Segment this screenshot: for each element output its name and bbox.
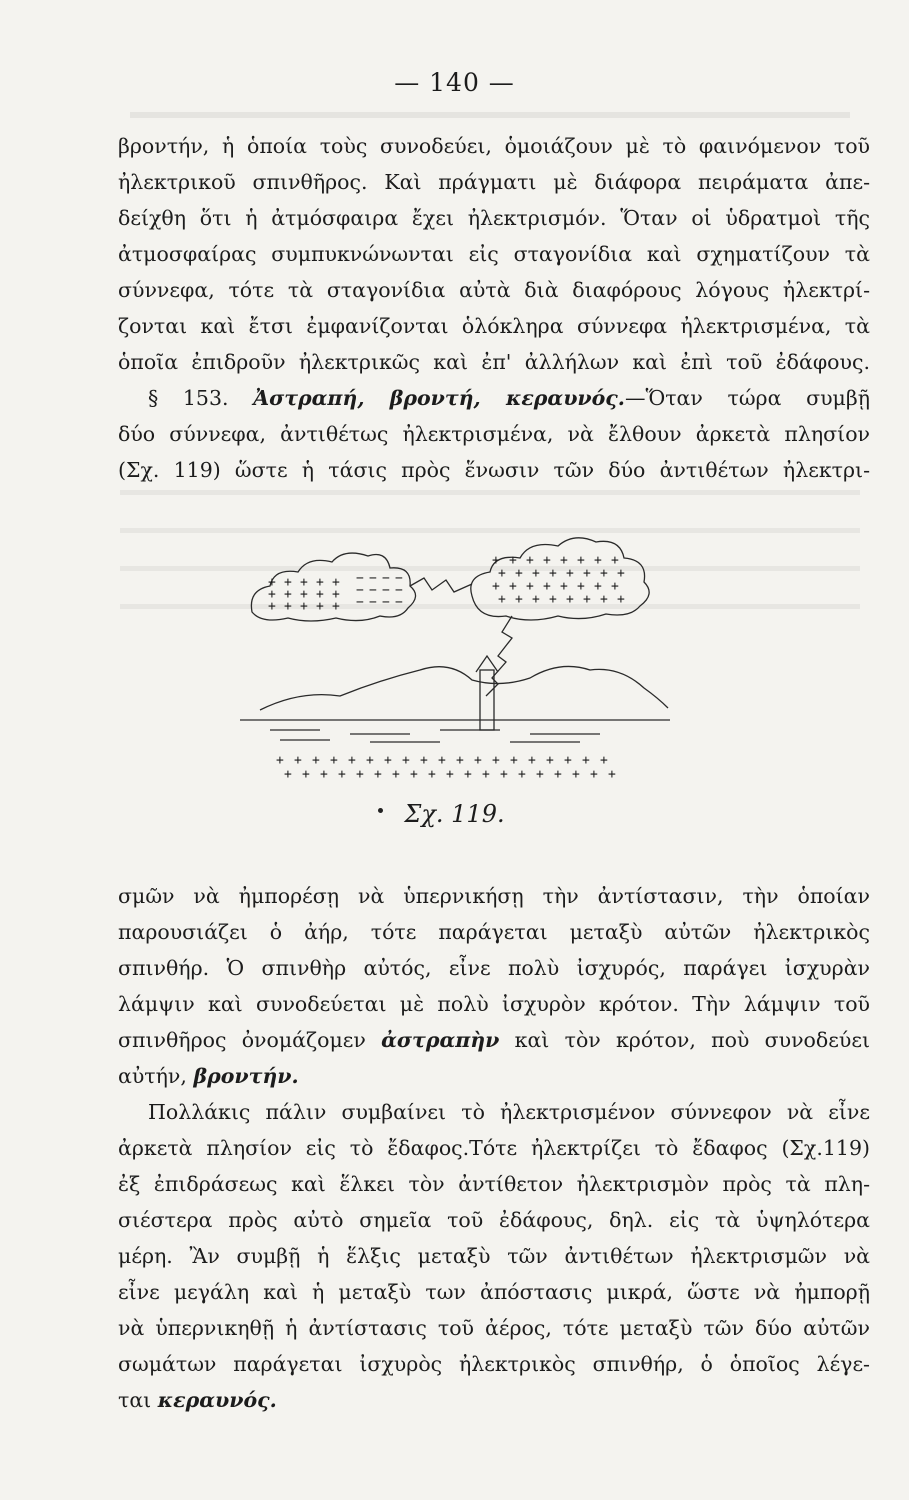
section-number: § 153. — [148, 386, 229, 410]
ground-plus-charge: + — [600, 753, 608, 768]
ground-plus-charge: + — [420, 753, 428, 768]
ground-plus-charge: + — [510, 753, 518, 768]
plus-charge: + — [577, 579, 585, 594]
text-line-astrapi — [118, 1022, 870, 1058]
plus-charge: + — [600, 566, 608, 581]
minus-charge: − — [382, 583, 390, 598]
page-number: — 140 — — [394, 68, 515, 97]
text-line: ἀτμοσφαίρας συμπυκνώνωνται εἰς σταγονίδια καὶ σχηματίζουν τὰ — [118, 242, 870, 266]
plus-charge: + — [543, 579, 551, 594]
plus-charge: + — [492, 553, 500, 568]
figure-119-illustration — [240, 520, 670, 800]
plus-charge: + — [560, 553, 568, 568]
text-line: λάμψιν καὶ συνοδεύεται μὲ πολὺ ἰσχυρὸν κρότον. Τὴν λάμψιν τοῦ — [118, 992, 870, 1016]
plus-charge: + — [300, 587, 308, 602]
text-line: ἠλεκτρικοῦ σπινθῆρος. Καὶ πράγματι μὲ διάφορα πειράματα ἀπε- — [118, 170, 870, 194]
ground-plus-charge: + — [302, 767, 310, 782]
plus-charge: + — [515, 592, 523, 607]
text-line: σωμάτων παράγεται ἰσχυρὸς ἠλεκτρικὸς σπινθήρ, ὁ ὁποῖος λέγε- — [118, 1352, 870, 1376]
text-line-vronti — [118, 1058, 870, 1094]
plus-charge: + — [583, 566, 591, 581]
ground-plus-charge: + — [320, 767, 328, 782]
text-fragment: σπινθῆρος ὀνομάζομεν — [118, 1028, 366, 1052]
plus-charge: + — [543, 553, 551, 568]
ground-plus-charge: + — [528, 753, 536, 768]
text-fragment: καὶ τὸν κρότον, ποὺ συνοδεύει — [514, 1028, 870, 1052]
plus-charge: + — [509, 579, 517, 594]
text-line: παρουσιάζει ὁ ἀήρ, τότε παράγεται μεταξὺ αὐτῶν ἠλεκτρικὸς — [118, 920, 870, 944]
ground-plus-charge: + — [356, 767, 364, 782]
text-fragment: αὐτήν, — [118, 1064, 187, 1088]
plus-charge: + — [316, 599, 324, 614]
text-line: σμῶν νὰ ἠμπορέσῃ νὰ ὑπερνικήσῃ τὴν ἀντίστασιν, τὴν ὁποίαν — [118, 884, 870, 908]
thunderstorm-illustration — [240, 520, 670, 800]
tower — [480, 670, 494, 730]
figure-caption: Σχ. 119. — [404, 800, 505, 828]
plus-charge: + — [268, 587, 276, 602]
plus-charge: + — [532, 592, 540, 607]
ground-plus-charge: + — [392, 767, 400, 782]
ground-plus-charge: + — [402, 753, 410, 768]
plus-charge: + — [284, 599, 292, 614]
minus-charge: − — [369, 571, 377, 586]
plus-charge: + — [284, 587, 292, 602]
plus-charge: + — [316, 575, 324, 590]
plus-charge: + — [332, 575, 340, 590]
ground-plus-charge: + — [608, 767, 616, 782]
ground-plus-charge: + — [492, 753, 500, 768]
text-line: βροντήν, ἡ ὁποία τοὺς συνοδεύει, ὁμοιάζουν μὲ τὸ φαινόμενον τοῦ — [118, 134, 870, 158]
text-line: σιέστερα πρὸς αὐτὸ σημεῖα τοῦ ἐδάφους, δηλ. εἰς τὰ ὑψηλότερα — [118, 1208, 870, 1232]
upper-paragraph — [118, 128, 870, 488]
ground-plus-charge: + — [366, 753, 374, 768]
ground-plus-charge: + — [572, 767, 580, 782]
ground-plus-charge: + — [348, 753, 356, 768]
minus-charge: − — [395, 595, 403, 610]
ground-plus-charge: + — [438, 753, 446, 768]
plus-charge: + — [492, 579, 500, 594]
minus-charge: − — [369, 595, 377, 610]
term-keravnos: κεραυνός. — [157, 1388, 277, 1412]
text-line: δύο σύννεφα, ἀντιθέτως ἠλεκτρισμένα, νὰ ἔλθουν ἀρκετὰ πλησίον — [118, 422, 870, 446]
text-line: (Σχ. 119) ὥστε ἡ τάσις πρὸς ἕνωσιν τῶν δύο ἀντιθέτων ἠλεκτρι- — [118, 458, 870, 482]
plus-charge: + — [617, 566, 625, 581]
plus-charge: + — [611, 579, 619, 594]
minus-charge: − — [356, 583, 364, 598]
plus-charge: + — [600, 592, 608, 607]
plus-charge: + — [594, 553, 602, 568]
plus-charge: + — [526, 579, 534, 594]
bleed-through-marks — [120, 100, 870, 130]
water-ripples — [270, 730, 600, 742]
term-vronti: βροντήν. — [193, 1064, 299, 1088]
plus-charge: + — [594, 579, 602, 594]
lower-paragraph — [118, 878, 870, 1418]
text-line: δείχθη ὅτι ἡ ἀτμόσφαιρα ἔχει ἠλεκτρισμόν. Ὅταν οἱ ὑδρατμοὶ τῆς — [118, 206, 870, 230]
plus-charge: + — [300, 599, 308, 614]
plus-charge: + — [316, 587, 324, 602]
plus-charge: + — [526, 553, 534, 568]
text-line: ζονται καὶ ἔτσι ἐμφανίζονται ὁλόκληρα σύννεφα ἠλεκτρισμένα, τὰ — [118, 314, 870, 338]
term-astrapi: ἀστραπὴν — [381, 1028, 500, 1052]
ground-plus-charge: + — [384, 753, 392, 768]
ground-plus-charge: + — [518, 767, 526, 782]
text-line: σπινθήρ. Ὁ σπινθὴρ αὐτός, εἶνε πολὺ ἰσχυρός, παράγει ἰσχυρὰν — [118, 956, 870, 980]
ground-plus-charge: + — [284, 767, 292, 782]
plus-charge: + — [560, 579, 568, 594]
plus-charge: + — [498, 566, 506, 581]
ground-plus-charge: + — [564, 753, 572, 768]
text-line: εἶνε μεγάλη καὶ ἡ μεταξὺ των ἀπόστασις μικρά, ὥστε νὰ ἠμπορῇ — [118, 1280, 870, 1304]
ground-plus-charge: + — [294, 753, 302, 768]
plus-charge: + — [617, 592, 625, 607]
minus-charge: − — [382, 595, 390, 610]
text-line: μέρη. Ἂν συμβῇ ἡ ἕλξις μεταξὺ τῶν ἀντιθέτων ἠλεκτρισμῶν νὰ — [118, 1244, 870, 1268]
section-heading-rest: —Ὅταν τώρα συμβῇ — [624, 386, 870, 410]
plus-charge: + — [498, 592, 506, 607]
plus-charge: + — [300, 575, 308, 590]
hills — [260, 666, 668, 710]
plus-charge: + — [583, 592, 591, 607]
ground-plus-charge: + — [428, 767, 436, 782]
minus-charge: − — [369, 583, 377, 598]
plus-charge: + — [509, 553, 517, 568]
ground-plus-charge: + — [276, 753, 284, 768]
plus-charge: + — [284, 575, 292, 590]
minus-charge: − — [382, 571, 390, 586]
text-line: ὁποῖα ἐπιδροῦν ἠλεκτρικῶς καὶ ἐπ' ἀλλήλων καὶ ἐπὶ τοῦ ἐδάφους. — [118, 350, 870, 374]
plus-charge: + — [332, 587, 340, 602]
text-line: νὰ ὑπερνικηθῇ ἡ ἀντίστασις τοῦ ἀέρος, τότε μεταξὺ τῶν δύο αὐτῶν — [118, 1316, 870, 1340]
ground-plus-charge: + — [338, 767, 346, 782]
plus-charge: + — [566, 592, 574, 607]
plus-charge: + — [268, 575, 276, 590]
ground-plus-charge: + — [330, 753, 338, 768]
ground-plus-charge: + — [500, 767, 508, 782]
ground-plus-charge: + — [464, 767, 472, 782]
plus-charge: + — [532, 566, 540, 581]
minus-charge: − — [395, 583, 403, 598]
ground-plus-charge: + — [546, 753, 554, 768]
minus-charge: − — [395, 571, 403, 586]
ground-plus-charge: + — [374, 767, 382, 782]
ground-plus-charge: + — [410, 767, 418, 782]
text-line: ἀρκετὰ πλησίον εἰς τὸ ἔδαφος.Τότε ἠλεκτρίζει τὸ ἔδαφος (Σχ.119) — [118, 1136, 870, 1160]
minus-charge: − — [356, 595, 364, 610]
plus-charge: + — [332, 599, 340, 614]
ground-plus-charge: + — [590, 767, 598, 782]
lightning-between-clouds — [410, 578, 472, 592]
plus-charge: + — [515, 566, 523, 581]
plus-charge: + — [549, 592, 557, 607]
text-line-keravnos — [118, 1382, 870, 1418]
ground-plus-charge: + — [482, 767, 490, 782]
minus-charge: − — [356, 571, 364, 586]
ground-plus-charge: + — [312, 753, 320, 768]
plus-charge: + — [611, 553, 619, 568]
ground-plus-charge: + — [554, 767, 562, 782]
text-line: σύννεφα, τότε τὰ σταγονίδια αὐτὰ διὰ διαφόρους λόγους ἠλεκτρί- — [118, 278, 870, 302]
plus-charge: + — [577, 553, 585, 568]
section-heading-line — [118, 380, 870, 416]
text-fragment: ται — [118, 1388, 152, 1412]
text-line: Πολλάκις πάλιν συμβαίνει τὸ ἠλεκτρισμένον σύννεφον νὰ εἶνε — [148, 1100, 870, 1124]
ground-plus-charge: + — [446, 767, 454, 782]
ground-plus-charge: + — [474, 753, 482, 768]
ground-plus-charge: + — [536, 767, 544, 782]
section-title: Ἀστραπή, βροντή, κεραυνός. — [253, 386, 625, 410]
plus-charge: + — [566, 566, 574, 581]
plus-charge: + — [549, 566, 557, 581]
text-line: ἐξ ἐπιδράσεως καὶ ἕλκει τὸν ἀντίθετον ἠλεκτρισμὸν πρὸς τὰ πλη- — [118, 1172, 870, 1196]
ground-plus-charge: + — [456, 753, 464, 768]
ground-plus-charge: + — [582, 753, 590, 768]
plus-charge: + — [268, 599, 276, 614]
